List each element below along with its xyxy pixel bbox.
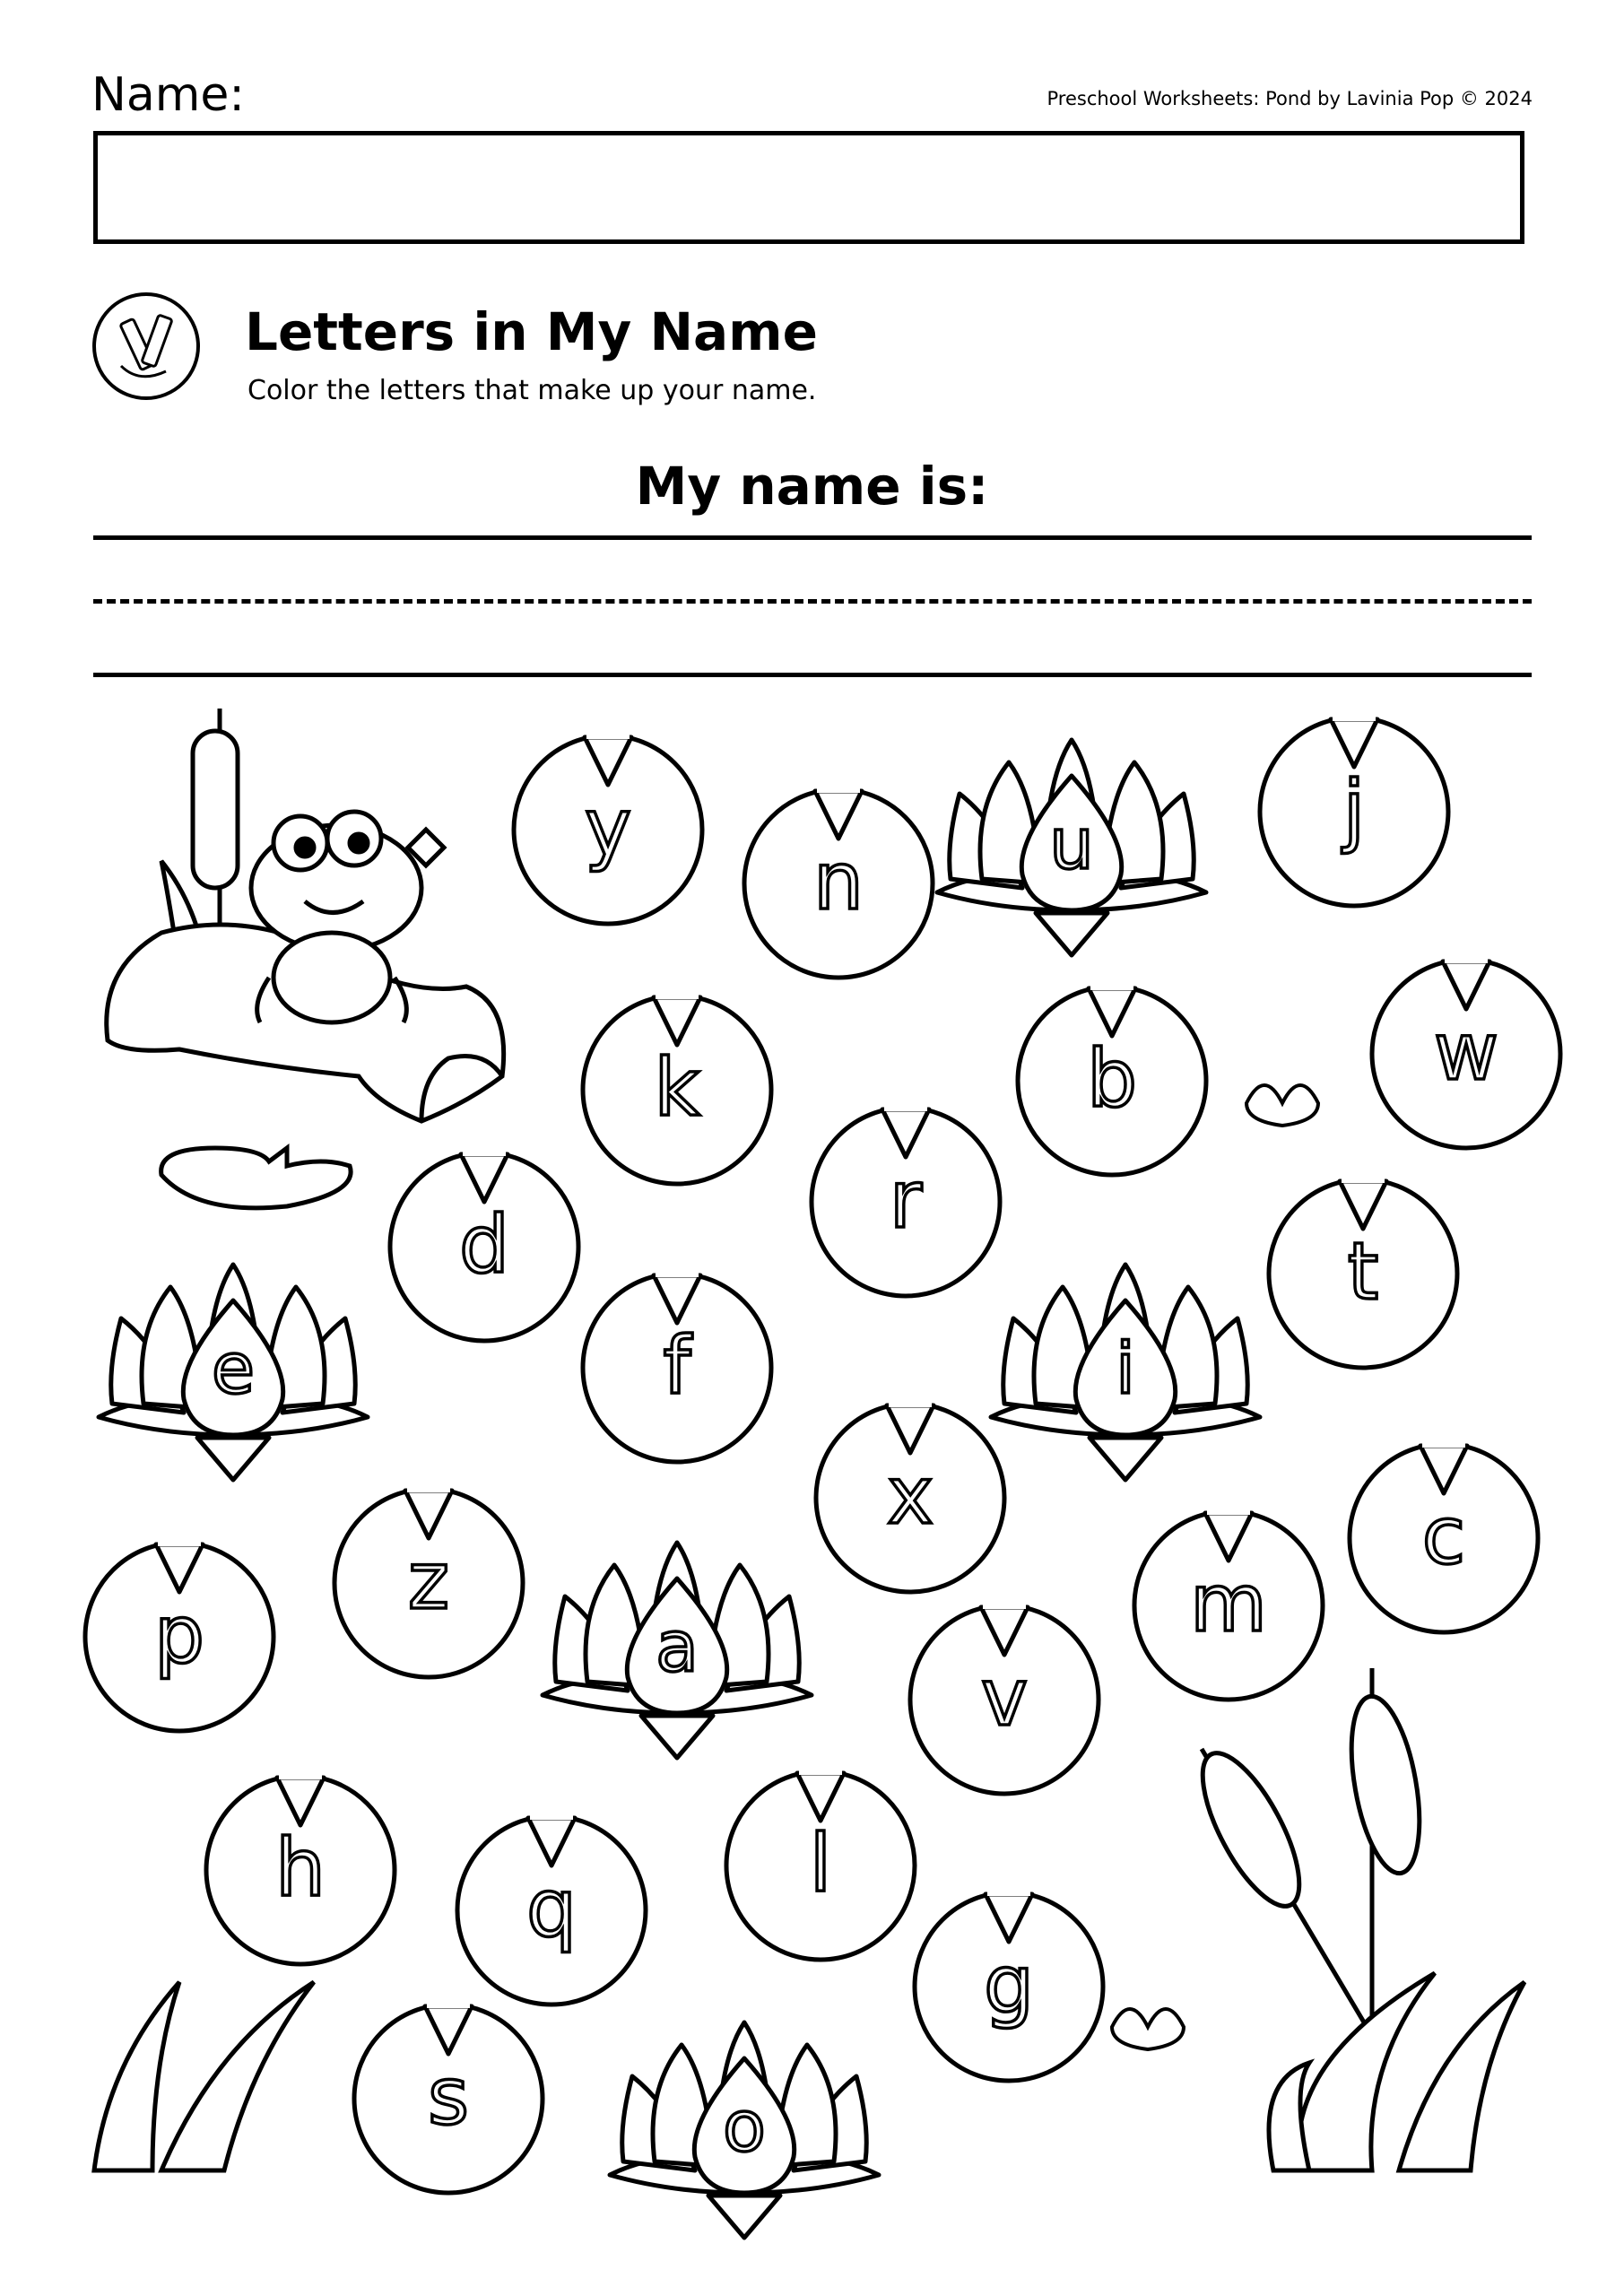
lily-pad-letter-g[interactable] — [915, 1887, 1103, 2081]
letter-text: u — [1049, 804, 1094, 885]
letter-text: t — [1347, 1225, 1379, 1318]
lily-pad-letter-p[interactable] — [85, 1537, 274, 1731]
letter-text: v — [980, 1651, 1029, 1744]
activity-subtitle: Color the letters that make up your name. — [248, 375, 817, 406]
letter-text: f — [663, 1319, 691, 1412]
lily-pad-letter-y[interactable] — [514, 730, 702, 924]
lily-pad-letter-f[interactable] — [583, 1268, 771, 1462]
letter-text: r — [889, 1153, 923, 1246]
letter-text: c — [1421, 1490, 1466, 1582]
lily-pad-letter-r[interactable] — [812, 1102, 1000, 1296]
lily-pad-letter-k[interactable] — [583, 990, 771, 1184]
letter-text: n — [813, 835, 864, 927]
letter-text: x — [886, 1449, 934, 1542]
lily-pad-letter-l[interactable] — [726, 1766, 915, 1960]
letter-text: q — [526, 1862, 577, 1954]
letter-text: a — [656, 1607, 699, 1688]
letter-text: y — [584, 781, 632, 874]
lily-pad-letter-c[interactable] — [1350, 1439, 1538, 1632]
lily-pad-letter-n[interactable] — [744, 784, 933, 978]
letter-text: e — [212, 1329, 255, 1410]
my-name-label: My name is: — [635, 456, 989, 517]
activity-title: Letters in My Name — [245, 301, 818, 362]
letter-text: l — [809, 1817, 832, 1909]
lotus-letter-a[interactable] — [543, 1543, 812, 1758]
lily-pad-letter-v[interactable] — [910, 1600, 1099, 1794]
letter-text: b — [1087, 1032, 1137, 1125]
letter-text: w — [1434, 1005, 1498, 1098]
credit-text: Preschool Worksheets: Pond by Lavinia Pop © 2024 — [1046, 88, 1533, 109]
lily-pad-letter-m[interactable] — [1134, 1506, 1323, 1700]
lily-pad-letter-z[interactable] — [334, 1483, 523, 1677]
lily-pad-letter-j[interactable] — [1260, 712, 1448, 906]
letter-text: m — [1190, 1557, 1267, 1649]
lotus-letter-o[interactable] — [610, 2022, 879, 2238]
lily-pad-letter-s[interactable] — [354, 1999, 543, 2193]
lily-pad-letter-d[interactable] — [390, 1147, 578, 1341]
letter-text: j — [1342, 763, 1366, 856]
lily-pad-letter-t[interactable] — [1269, 1174, 1457, 1368]
letter-text: g — [984, 1938, 1034, 2031]
lily-pad-letter-b[interactable] — [1018, 981, 1206, 1175]
lily-pad-letter-h[interactable] — [206, 1770, 395, 1964]
name-label: Name: — [91, 68, 245, 122]
lotus-letter-i[interactable] — [991, 1265, 1260, 1480]
lotus-letter-e[interactable] — [99, 1265, 368, 1480]
letter-text: d — [459, 1198, 509, 1291]
lily-pad-letter-x[interactable] — [816, 1398, 1004, 1592]
letter-text: s — [428, 2050, 469, 2143]
lily-pad-letter-q[interactable] — [457, 1811, 646, 2005]
letter-text: k — [654, 1041, 700, 1134]
letter-text: i — [1116, 1329, 1135, 1410]
letter-text: h — [275, 1822, 326, 1914]
letter-text: p — [154, 1588, 204, 1681]
lily-pad-icon — [161, 1148, 351, 1208]
lotus-letter-u[interactable] — [937, 740, 1206, 955]
letter-text: o — [723, 2087, 766, 2168]
letter-text: z — [407, 1535, 450, 1627]
lily-pad-letter-w[interactable] — [1372, 954, 1560, 1148]
